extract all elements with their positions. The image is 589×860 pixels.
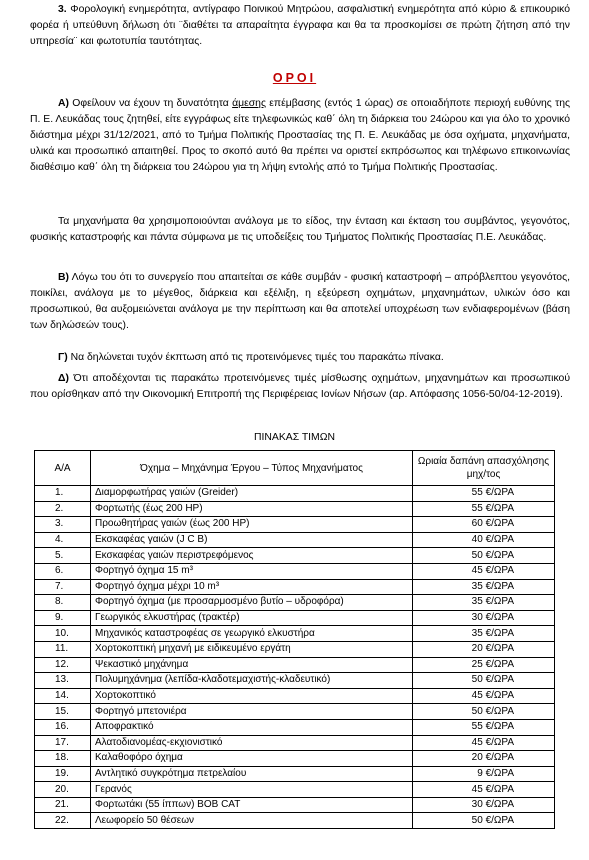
row-number-cell: 13. xyxy=(35,673,91,689)
table-row xyxy=(35,626,555,642)
row-vehicle-cell: Εκσκαφέας γαιών (J C B) xyxy=(91,532,413,548)
row-vehicle-cell: Ψεκαστικό μηχάνημα xyxy=(91,657,413,673)
row-number-cell: 12. xyxy=(35,657,91,673)
item-3-paragraph xyxy=(30,2,570,50)
row-rate-cell: 50 €/ΩΡΑ xyxy=(413,704,555,720)
table-row xyxy=(35,579,555,595)
row-vehicle-cell: Καλαθοφόρο όχημα xyxy=(91,751,413,767)
row-vehicle-cell: Χορτοκοπτική μηχανή με ειδικευμένο εργάτη xyxy=(91,641,413,657)
header-rate: Ωριαία δαπάνη απασχόλησης μηχ/τος xyxy=(413,451,555,486)
term-a2-paragraph: Τα μηχανήματα θα χρησιμοποιούνται ανάλογα με το είδος, την ένταση και έκταση του συμβάντος, γεγονότος, φυσικής καταστροφής και πάντα σύμφωνα με τις υποδείξεις του Τμήματος Πολιτικής Προστασίας Π.Ε. Λευκάδας. xyxy=(30,216,570,243)
row-rate-cell: 45 €/ΩΡΑ xyxy=(413,782,555,798)
row-rate-cell: 50 €/ΩΡΑ xyxy=(413,813,555,829)
row-rate-cell: 20 €/ΩΡΑ xyxy=(413,751,555,767)
row-rate-cell: 55 €/ΩΡΑ xyxy=(413,719,555,735)
row-number-cell: 18. xyxy=(35,751,91,767)
row-vehicle-cell: Αντλητικό συγκρότημα πετρελαίου xyxy=(91,766,413,782)
term-b-paragraph xyxy=(30,270,570,334)
term-b-text: Λόγω του ότι το συνεργείο που απαιτείται σε κάθε συμβάν - φυσική καταστροφή – απρόβλεπτου γεγονότος, ποικίλει, ανάλογα με το μέγεθος, διάρκεια και εξέλιξη, η εξεύρεση οχημάτων, μηχανημάτων, υλικών όσο και προσωπικού, θα αυξομειώνεται ανάλογα με την περίπτωση και θα αποτελεί υποχρέωση των ενδιαφερομένων (βάση των δηλώσεών τους). xyxy=(30,272,570,331)
row-number-cell: 19. xyxy=(35,766,91,782)
row-number-cell: 11. xyxy=(35,641,91,657)
table-row xyxy=(35,501,555,517)
table-row xyxy=(35,735,555,751)
row-vehicle-cell: Φορτηγό όχημα 15 m³ xyxy=(91,563,413,579)
row-number-cell: 15. xyxy=(35,704,91,720)
item-3-text: Φορολογική ενημερότητα, αντίγραφο Ποινικού Μητρώου, ασφαλιστική ενημερότητα από κύριο & επικουρικό φορέα ή υπεύθυνη δήλωση ότι ¨διαθέτει τα απαραίτητα έγγραφα και θα τα προσκομίσει σε πρώτη ζήτηση από την υπηρεσία¨ και φωτοτυπία ταυτότητας. xyxy=(30,4,570,47)
term-d-paragraph xyxy=(30,371,570,403)
row-number-cell: 4. xyxy=(35,532,91,548)
row-number-cell: 7. xyxy=(35,579,91,595)
table-row xyxy=(35,657,555,673)
table-row xyxy=(35,548,555,564)
row-number-cell: 2. xyxy=(35,501,91,517)
row-vehicle-cell: Φορτωτάκι (55 ίππων) BOB CAT xyxy=(91,797,413,813)
term-c-text: Να δηλώνεται τυχόν έκπτωση από τις προτεινόμενες τιμές του παρακάτω πίνακα. xyxy=(70,352,444,363)
row-rate-cell: 35 €/ΩΡΑ xyxy=(413,595,555,611)
row-number-cell: 5. xyxy=(35,548,91,564)
terms-heading: ΟΡΟΙ xyxy=(272,71,317,85)
row-rate-cell: 45 €/ΩΡΑ xyxy=(413,688,555,704)
row-rate-cell: 50 €/ΩΡΑ xyxy=(413,548,555,564)
row-number-cell: 6. xyxy=(35,563,91,579)
table-row xyxy=(35,813,555,829)
row-vehicle-cell: Μηχανικός καταστροφέας σε γεωργικό ελκυστήρα xyxy=(91,626,413,642)
row-rate-cell: 35 €/ΩΡΑ xyxy=(413,579,555,595)
row-vehicle-cell: Γεωργικός ελκυστήρας (τρακτέρ) xyxy=(91,610,413,626)
term-a-underlined: άμεσης xyxy=(232,98,266,109)
table-row xyxy=(35,688,555,704)
row-vehicle-cell: Φορτηγό μπετονιέρα xyxy=(91,704,413,720)
row-rate-cell: 55 €/ΩΡΑ xyxy=(413,501,555,517)
row-vehicle-cell: Φορτηγό όχημα (με προσαρμοσμένο βυτίο – υδροφόρα) xyxy=(91,595,413,611)
price-table xyxy=(34,450,555,829)
row-rate-cell: 35 €/ΩΡΑ xyxy=(413,626,555,642)
row-rate-cell: 45 €/ΩΡΑ xyxy=(413,563,555,579)
row-vehicle-cell: Φορτωτής (έως 200 HP) xyxy=(91,501,413,517)
table-row xyxy=(35,704,555,720)
table-row xyxy=(35,517,555,533)
row-number-cell: 17. xyxy=(35,735,91,751)
term-d-label: Δ) xyxy=(58,373,69,384)
row-number-cell: 16. xyxy=(35,719,91,735)
row-rate-cell: 50 €/ΩΡΑ xyxy=(413,673,555,689)
term-a-pre: Οφείλουν να έχουν τη δυνατότητα xyxy=(72,98,229,109)
price-table-header-row xyxy=(35,451,555,486)
term-b-label: Β) xyxy=(58,272,69,283)
row-rate-cell: 40 €/ΩΡΑ xyxy=(413,532,555,548)
row-number-cell: 21. xyxy=(35,797,91,813)
header-vehicle: Όχημα – Μηχάνημα Έργου – Τύπος Μηχανήματος xyxy=(91,451,413,486)
row-vehicle-cell: Πολυμηχάνημα (λεπίδα-κλαδοτεμαχιστής-κλαδευτικό) xyxy=(91,673,413,689)
row-vehicle-cell: Αποφρακτικό xyxy=(91,719,413,735)
term-c-label: Γ) xyxy=(58,352,68,363)
row-vehicle-cell: Αλατοδιανομέας-εκχιονιστικό xyxy=(91,735,413,751)
table-row xyxy=(35,641,555,657)
row-number-cell: 14. xyxy=(35,688,91,704)
header-number: Α/Α xyxy=(35,451,91,486)
row-number-cell: 22. xyxy=(35,813,91,829)
term-a-post: επέμβασης (εντός 1 ώρας) σε οποιαδήποτε περιοχή ευθύνης της Π. Ε. Λευκάδας τους ζητηθεί, είτε εγγράφως είτε τηλεφωνικώς καθ΄ όλη τη διάρκεια του 24ώρου και για όλο το χρονικό διάστημα μέχρι 31/12/2021, από το Τμήμα Πολιτικής Προστασίας της Π. Ε. Λευκάδας με όσα οχήματα, μηχανήματα, υλικά και προσωπικό απαιτηθεί. Προς το σκοπό αυτό θα πρέπει να οριστεί εκπρόσωπος και τηλέφωνο επικοινωνίας διαθέσιμο καθ΄ όλη τη διάρκεια του 24ώρου για τη λήψη εντολής από το Τμήμα Πολιτικής Προστασίας. xyxy=(30,98,571,173)
table-row xyxy=(35,797,555,813)
row-vehicle-cell: Λεωφορείο 50 θέσεων xyxy=(91,813,413,829)
row-rate-cell: 25 €/ΩΡΑ xyxy=(413,657,555,673)
row-rate-cell: 30 €/ΩΡΑ xyxy=(413,610,555,626)
row-rate-cell: 30 €/ΩΡΑ xyxy=(413,797,555,813)
table-row xyxy=(35,486,555,502)
table-row xyxy=(35,719,555,735)
term-a-label: Α) xyxy=(58,98,69,109)
row-number-cell: 9. xyxy=(35,610,91,626)
row-number-cell: 10. xyxy=(35,626,91,642)
row-number-cell: 8. xyxy=(35,595,91,611)
row-rate-cell: 20 €/ΩΡΑ xyxy=(413,641,555,657)
term-d-text: Ότι αποδέχονται τις παρακάτω προτεινόμενες τιμές μίσθωσης οχημάτων, μηχανημάτων και προσωπικού που ορίσθηκαν από την Οικονομική Επιτροπή της Περιφέρειας Ιονίων Νήσων (αρ. Απόφασης 1056-50/04-12-2019). xyxy=(30,373,571,400)
row-rate-cell: 45 €/ΩΡΑ xyxy=(413,735,555,751)
row-vehicle-cell: Προωθητήρας γαιών (έως 200 HP) xyxy=(91,517,413,533)
table-row xyxy=(35,673,555,689)
row-number-cell: 1. xyxy=(35,486,91,502)
table-row xyxy=(35,595,555,611)
row-vehicle-cell: Φορτηγό όχημα μέχρι 10 m³ xyxy=(91,579,413,595)
row-vehicle-cell: Γερανός xyxy=(91,782,413,798)
row-number-cell: 3. xyxy=(35,517,91,533)
table-row xyxy=(35,766,555,782)
table-row xyxy=(35,610,555,626)
row-vehicle-cell: Διαμορφωτήρας γαιών (Greider) xyxy=(91,486,413,502)
price-table-title: ΠΙΝΑΚΑΣ ΤΙΜΩΝ xyxy=(254,432,335,443)
table-row xyxy=(35,782,555,798)
term-a-paragraph xyxy=(30,96,570,176)
term-c-paragraph xyxy=(30,350,570,366)
row-vehicle-cell: Χορτοκοπτικό xyxy=(91,688,413,704)
row-number-cell: 20. xyxy=(35,782,91,798)
table-row xyxy=(35,751,555,767)
row-vehicle-cell: Εκσκαφέας γαιών περιστρεφόμενος xyxy=(91,548,413,564)
row-rate-cell: 55 €/ΩΡΑ xyxy=(413,486,555,502)
table-row xyxy=(35,563,555,579)
table-row xyxy=(35,532,555,548)
row-rate-cell: 60 €/ΩΡΑ xyxy=(413,517,555,533)
row-rate-cell: 9 €/ΩΡΑ xyxy=(413,766,555,782)
item-3-label: 3. xyxy=(58,4,67,15)
